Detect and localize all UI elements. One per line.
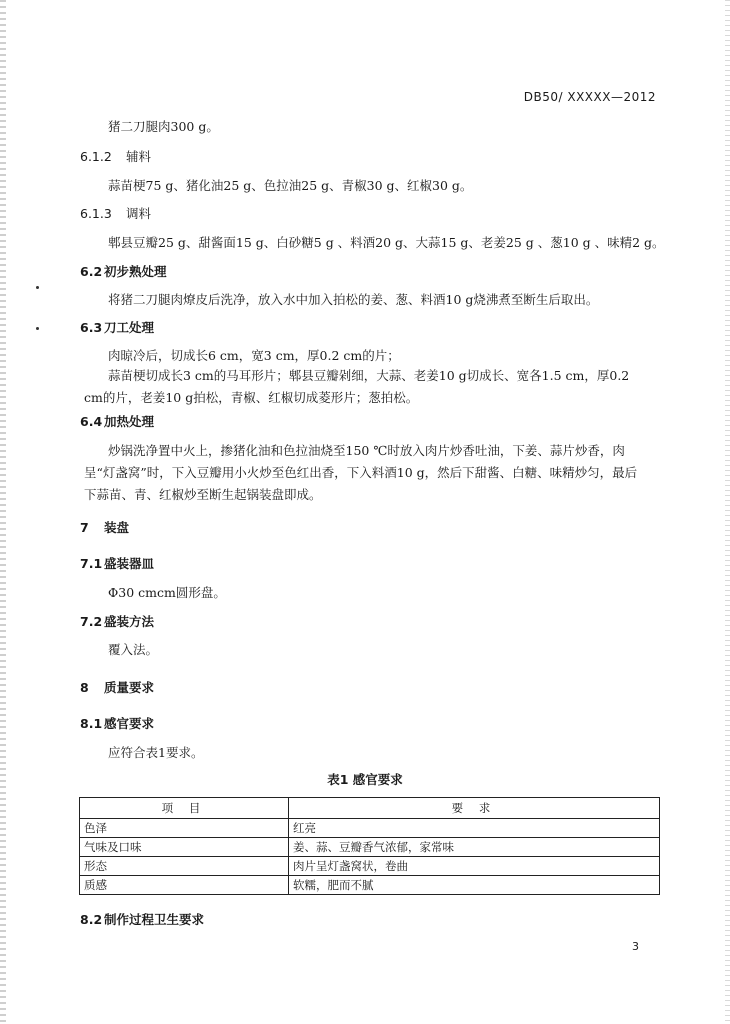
table-cell-requirement: 姜、蒜、豆瓣香气浓郁，家常味	[289, 838, 660, 857]
section-title: 装盘	[104, 520, 130, 535]
section-number: 7.1	[80, 556, 103, 571]
section-title: 盛装方法	[104, 614, 155, 629]
section-7-heading	[80, 518, 730, 538]
section-6-2-heading	[80, 262, 730, 282]
section-7-1-heading	[80, 554, 730, 574]
scan-edge-left	[0, 0, 6, 1024]
section-number: 8	[80, 680, 89, 695]
table-cell-item: 气味及口味	[80, 838, 289, 857]
section-title: 盛装器皿	[104, 556, 155, 571]
scan-speck	[36, 286, 39, 289]
section-6-4-text: 炒锅洗净置中火上，掺猪化油和色拉油烧至150 ℃时放入肉片炒香吐油，下姜、蒜片炒香，肉呈“灯盏窝”时，下入豆瓣用小火炒至色红出香，下入料酒10 g，然后下甜酱、白糖、味精炒匀，最后下蒜苗、青、红椒炒至断生起锅装盘即成。	[84, 443, 638, 502]
table-caption: 表1 感官要求	[327, 772, 403, 787]
section-6-3-text-1: 肉晾冷后，切成长6 cm，宽3 cm，厚0.2 cm的片；	[108, 348, 400, 363]
section-7-2-text: 覆入法。	[108, 642, 159, 657]
section-7-1-text: Φ30 cmcm圆形盘。	[108, 585, 226, 600]
section-8-1-heading	[80, 714, 730, 734]
table-row	[80, 857, 660, 876]
section-6-4-heading	[80, 412, 730, 432]
section-title: 初步熟处理	[104, 264, 167, 279]
table-cell-item: 形态	[80, 857, 289, 876]
section-6-1-3-text: 郫县豆瓣25 g、甜酱面15 g、白砂糖5 g 、料酒20 g、大蒜15 g、老姜25 g 、葱10 g 、味精2 g。	[108, 235, 665, 250]
main-ingredient-text: 猪二刀腿肉300 g。	[108, 119, 219, 134]
table-header-row	[80, 798, 660, 819]
section-8-1-text: 应符合表1要求。	[108, 745, 204, 760]
section-7-2-heading	[80, 612, 730, 632]
section-number: 8.2	[80, 912, 103, 927]
table-cell-requirement: 肉片呈灯盏窝状，卷曲	[289, 857, 660, 876]
section-6-1-2-text: 蒜苗梗75 g、猪化油25 g、色拉油25 g、青椒30 g、红椒30 g。	[108, 178, 473, 193]
table-row	[80, 838, 660, 857]
section-6-3-heading	[80, 318, 730, 338]
section-6-1-3-heading	[80, 204, 730, 224]
table-cell-requirement: 红亮	[289, 819, 660, 838]
section-number: 6.1.3	[80, 206, 112, 221]
section-6-2-text: 将猪二刀腿肉燎皮后洗净，放入水中加入拍松的姜、葱、料酒10 g烧沸煮至断生后取出。	[108, 292, 599, 307]
section-6-1-2-heading	[80, 147, 730, 167]
sensory-requirements-table	[79, 797, 660, 895]
section-8-heading	[80, 678, 730, 698]
section-number: 6.1.2	[80, 149, 112, 164]
section-number: 8.1	[80, 716, 103, 731]
section-title: 加热处理	[104, 414, 155, 429]
document-code: DB50/ XXXXX—2012	[523, 90, 656, 104]
table-row	[80, 876, 660, 895]
section-number: 6.4	[80, 414, 103, 429]
section-title: 调料	[126, 206, 152, 221]
table-header-item: 项 目	[80, 798, 289, 819]
section-number: 6.3	[80, 320, 103, 335]
scan-speck	[36, 327, 39, 330]
section-title: 制作过程卫生要求	[104, 912, 205, 927]
table-cell-item: 质感	[80, 876, 289, 895]
table-header-requirement: 要 求	[289, 798, 660, 819]
table-cell-item: 色泽	[80, 819, 289, 838]
table-cell-requirement: 软糯，肥而不腻	[289, 876, 660, 895]
section-number: 7	[80, 520, 89, 535]
section-number: 6.2	[80, 264, 103, 279]
section-8-2-heading	[80, 910, 730, 930]
section-title: 感官要求	[104, 716, 155, 731]
table-row	[80, 819, 660, 838]
section-6-3-text-2: 蒜苗梗切成长3 cm的马耳形片；郫县豆瓣剁细，大蒜、老姜10 g切成长、宽各1.5 cm，厚0.2 cm的片，老姜10 g拍松，青椒、红椒切成菱形片；葱拍松。	[84, 368, 630, 405]
section-title: 辅料	[126, 149, 152, 164]
section-number: 7.2	[80, 614, 103, 629]
section-title: 刀工处理	[104, 320, 155, 335]
page-number: 3	[632, 940, 639, 953]
section-title: 质量要求	[104, 680, 155, 695]
